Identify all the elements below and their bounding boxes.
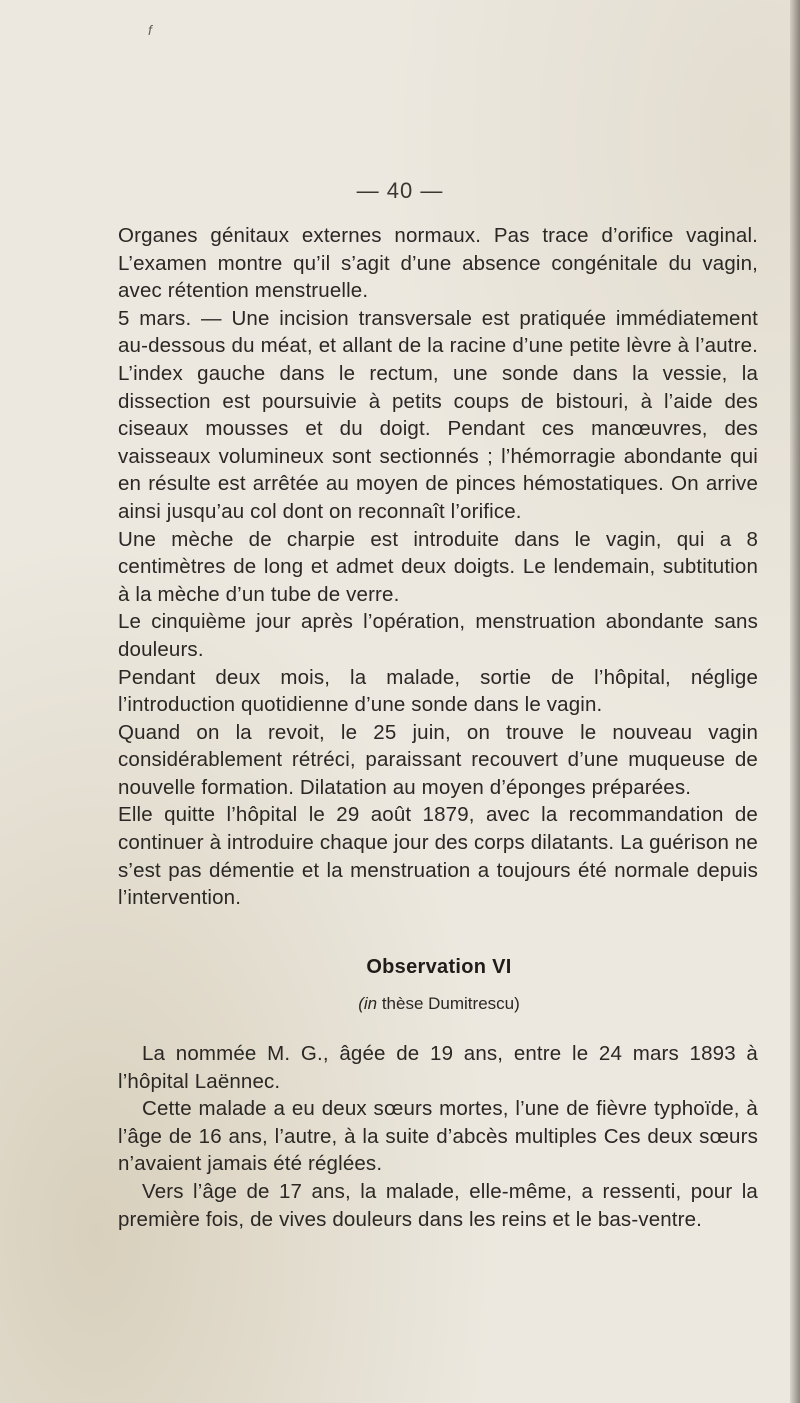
paragraph: Le cinquième jour après l’opération, menstruation abondante sans douleurs. (118, 610, 758, 661)
paragraph: Quand on la revoit, le 25 juin, on trouve le nouveau vagin considérablement rétréci, paraissant recouvert d’une muqueuse de nouvelle formation. Dilatation au moyen d’éponges préparées. (118, 720, 758, 799)
page-number: — 40 — (356, 178, 444, 203)
page-binding-edge (790, 0, 800, 1403)
paragraph: Organes génitaux externes normaux. Pas trace d’orifice vaginal. L’examen montre qu’il s’agit d’une absence congénitale du vagin, avec rétention menstruelle. (118, 224, 758, 303)
observation-title: Observation VI (366, 956, 512, 978)
paragraph: Une mèche de charpie est introduite dans le vagin, qui a 8 centimètres de long et admet deux doigts. Le lendemain, subtitution à la mèche d’un tube de verre. (118, 527, 758, 606)
paragraph: 5 mars. — Une incision transversale est pratiquée immédiatement au-dessous du méat, et allant de la racine d’une petite lèvre à l’autre. L’index gauche dans le rectum, une sonde dans la vessie, la dissection est poursuivie à petits coups de bistouri, à l’aide des ciseaux mousses et du doigt. Pendant ces manœuvres, des vaisseaux volumineux sont sectionnés ; l’hémorragie abondante qui en résulte est arrêtée au moyen de pinces hémostatiques. On arrive ainsi jusqu’au col dont on reconnaît l’orifice. (118, 306, 758, 523)
observation-source (0, 994, 800, 1014)
paragraph: Elle quitte l’hôpital le 29 août 1879, avec la recommandation de continuer à introduire chaque jour des corps dilatants. La guérison ne s’est pas démentie et la menstruation a toujours été normale depuis l’intervention. (118, 803, 758, 910)
observation-source-prefix: (in (358, 994, 378, 1013)
paragraph: Pendant deux mois, la malade, sortie de l’hôpital, néglige l’introduction quotidienne d’une sonde dans le vagin. (118, 665, 758, 717)
corner-mark: f (148, 22, 152, 38)
paragraph: La nommée M. G., âgée de 19 ans, entre le 24 mars 1893 à l’hôpital Laënnec. (118, 1042, 758, 1093)
body-text-section-1 (118, 222, 758, 912)
observation-source-rest: thèse Dumitrescu) (377, 994, 520, 1013)
paragraph: Cette malade a eu deux sœurs mortes, l’une de fièvre typhoïde, à l’âge de 16 ans, l’autre, à la suite d’abcès multiples Ces deux sœurs n’avaient jamais été réglées. (118, 1097, 758, 1176)
body-text-section-2 (118, 1040, 758, 1233)
paragraph: Vers l’âge de 17 ans, la malade, elle-même, a ressenti, pour la première fois, de vives douleurs dans les reins et le bas-ventre. (118, 1179, 758, 1231)
